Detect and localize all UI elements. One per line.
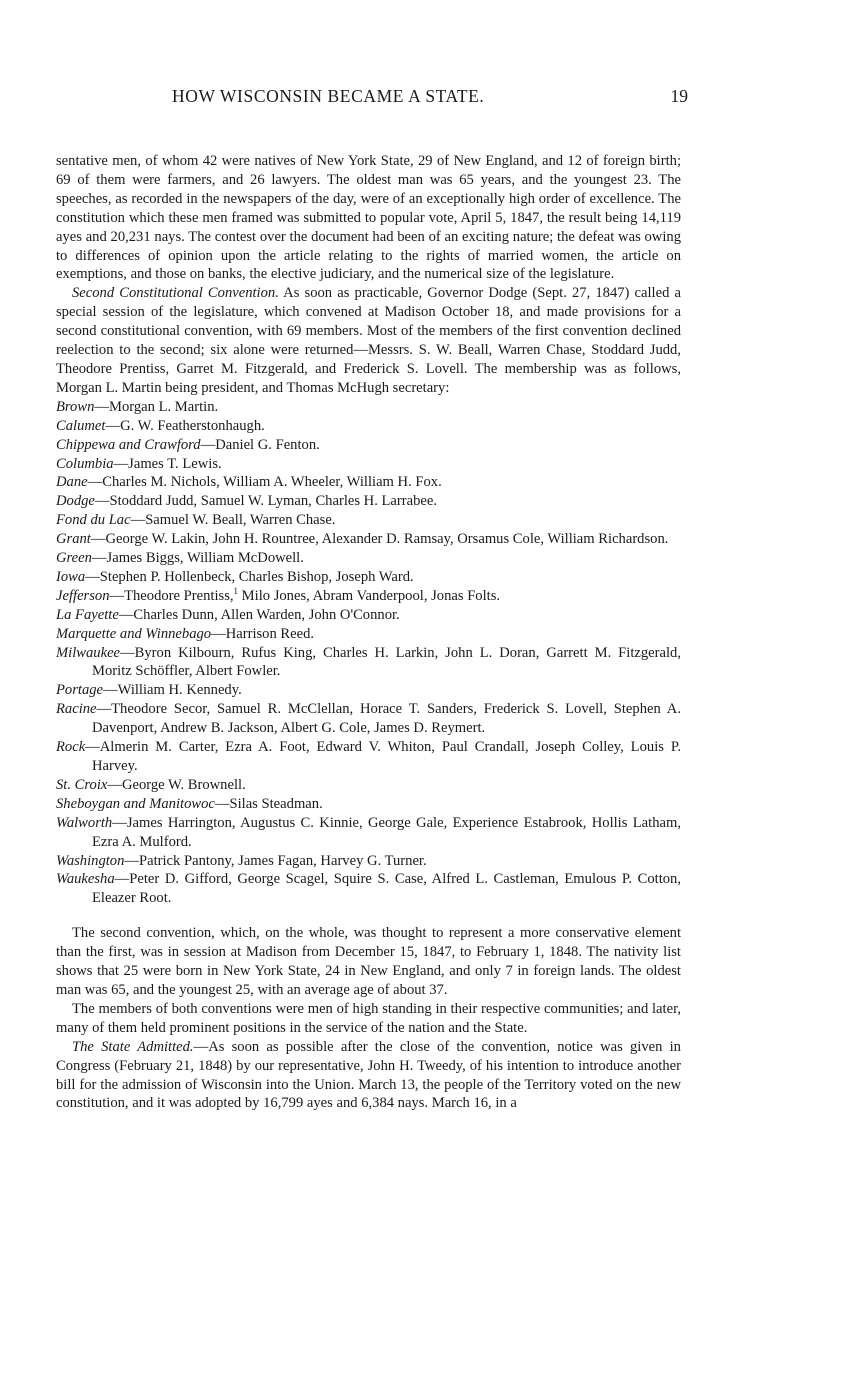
county-delegates: —Harrison Reed. [211, 625, 315, 642]
body-text [56, 152, 681, 1113]
county-delegates: —William H. Kennedy. [103, 682, 242, 699]
county-delegates-continued: Milo Jones, Abram Vanderpool, Jonas Folts. [238, 587, 501, 604]
county-name: Green [56, 550, 92, 567]
delegate-entry [56, 700, 681, 738]
paragraph-members-standing: The members of both conventions were men of high standing in their respective communities; and later, many of them held prominent positions in the service of the nation and the State. [56, 1000, 681, 1036]
county-name: Waukesha [56, 871, 115, 888]
county-name: Milwaukee [56, 644, 121, 661]
county-delegates: —Samuel W. Beall, Warren Chase. [130, 512, 336, 529]
paragraph-second-convention [56, 284, 681, 397]
county-delegates: —Silas Steadman. [214, 795, 323, 812]
county-delegates: —James T. Lewis. [113, 455, 222, 472]
delegate-list [56, 398, 681, 908]
county-name: Brown [56, 398, 95, 415]
page-number: 19 [670, 86, 688, 106]
paragraph-second-convention-text: As soon as practicable, Governor Dodge (Sept. 27, 1847) called a special session of the legislature, which convened at Madison October 18, and made provisions for a second constitutional convention, with 69 members. Most of the members of the first convention declined reelection to the second; six alone were returned—Messrs. S. W. Beall, Warren Chase, Stoddard Judd, Theodore Prentiss, Garret M. Fitzgerald, and Frederick S. Lovell. The membership was as follows, Morgan L. Martin being president, and Thomas McHugh secretary: [56, 285, 681, 396]
delegate-entry [56, 795, 681, 814]
county-delegates: —Theodore Secor, Samuel R. McClellan, Horace T. Sanders, Frederick S. Lovell, Stephen A. Davenport, Andrew B. Jackson, Albert G. Cole, James D. Reymert. [92, 701, 681, 737]
delegate-entry [56, 738, 681, 776]
delegate-entry [56, 681, 681, 700]
county-delegates: —George W. Lakin, John H. Rountree, Alexander D. Ramsay, Orsamus Cole, William Richardson. [90, 531, 669, 548]
county-name: Racine [56, 701, 97, 718]
county-delegates: —Byron Kilbourn, Rufus King, Charles H. Larkin, John L. Doran, Garrett M. Fitzgerald, Moritz Schöffler, Albert Fowler. [92, 644, 681, 680]
delegate-entry [56, 776, 681, 795]
paragraph-second-convention-session: The second convention, which, on the whole, was thought to represent a more conservative element than the first, was in session at Madison from December 15, 1847, to February 1, 1848. The nativity list shows that 25 were born in New York State, 24 in New England, and only 7 in foreign lands. The oldest man was 65, and the youngest 25, with an average age of about 37. [56, 925, 681, 998]
delegate-entry [56, 436, 681, 455]
county-name: Rock [56, 739, 86, 756]
county-delegates: —Charles M. Nichols, William A. Wheeler, William H. Fox. [87, 474, 442, 491]
delegate-entry [56, 492, 681, 511]
county-name: Washington [56, 852, 125, 869]
county-delegates: —Charles Dunn, Allen Warden, John O'Connor. [118, 606, 400, 623]
paragraph-convention-summary: sentative men, of whom 42 were natives of New York State, 29 of New England, and 12 of foreign birth; 69 of them were farmers, and 26 lawyers. The oldest man was 65 years, and the youngest 23. The speeches, as recorded in the newspapers of the day, were of an exceptionally high order of excellence. The constitution which these men framed was submitted to popular vote, April 5, 1847, the result being 14,119 ayes and 20,231 nays. The contest over the document had been of an exciting nature; the defeat was owing to differences of opinion upon the article relating to the rights of married women, the article on exemptions, and those on banks, the elective judiciary, and the numerical size of the legislature. [56, 153, 681, 283]
county-name: Sheboygan and Manitowoc [56, 795, 215, 812]
county-name: Fond du Lac [56, 512, 131, 529]
delegate-entry [56, 644, 681, 682]
county-name: Calumet [56, 417, 106, 434]
run-in-heading-state-admitted: The State Admitted. [72, 1038, 194, 1055]
delegate-entry [56, 530, 681, 549]
delegate-entry [56, 587, 681, 606]
county-name: Dane [56, 474, 88, 491]
delegate-entry [56, 870, 681, 908]
county-name: Jefferson [56, 587, 110, 604]
county-delegates: —James Biggs, William McDowell. [91, 550, 304, 567]
section-gap [56, 908, 681, 924]
delegate-entry [56, 852, 681, 871]
paragraph-state-admitted [56, 1038, 681, 1114]
county-delegates: —G. W. Featherstonhaugh. [105, 417, 265, 434]
county-name: St. Croix [56, 776, 108, 793]
county-name: Columbia [56, 455, 114, 472]
county-delegates: —Almerin M. Carter, Ezra A. Foot, Edward V. Whiton, Paul Crandall, Joseph Colley, Louis P. Harvey. [85, 739, 681, 774]
county-name: Marquette and Winnebago [56, 625, 212, 642]
delegate-entry [56, 417, 681, 436]
county-delegates: —Patrick Pantony, James Fagan, Harvey G. Turner. [124, 852, 427, 869]
delegate-entry [56, 511, 681, 530]
run-in-heading-second-convention: Second Constitutional Convention. [72, 285, 279, 302]
running-head [60, 86, 692, 110]
county-delegates: —Daniel G. Fenton. [200, 436, 320, 453]
county-name: Dodge [56, 493, 95, 510]
delegate-entry [56, 568, 681, 587]
delegate-entry [56, 473, 681, 492]
county-delegates: —Stephen P. Hollenbeck, Charles Bishop, Joseph Ward. [85, 568, 414, 585]
delegate-entry [56, 549, 681, 568]
delegate-entry [56, 455, 681, 474]
paragraph-state-admitted-text: —As soon as possible after the close of the convention, notice was given in Congress (February 21, 1848) by our representative, John H. Tweedy, of his intention to introduce another bill for the admission of Wisconsin into the Union. March 13, the people of the Territory voted on the new constitution, and it was adopted by 16,799 ayes and 6,384 nays. March 16, in a [56, 1038, 681, 1112]
delegate-entry [56, 398, 681, 417]
county-name: Walworth [56, 814, 113, 831]
running-title: HOW WISCONSIN BECAME A STATE. [172, 86, 485, 106]
county-delegates: —Peter D. Gifford, George Scagel, Squire S. Case, Alfred L. Castleman, Emulous P. Cotton, Eleazer Root. [92, 871, 681, 907]
county-name: La Fayette [56, 606, 119, 623]
footnote-marker: 1 [233, 585, 239, 596]
county-delegates: —Morgan L. Martin. [94, 398, 219, 415]
county-name: Iowa [56, 568, 86, 585]
county-delegates: —George W. Brownell. [107, 776, 246, 793]
county-name: Grant [56, 531, 91, 548]
county-delegates: —James Harrington, Augustus C. Kinnie, George Gale, Experience Estabrook, Hollis Latham, Ezra A. Mulford. [92, 814, 681, 850]
county-delegates: —Stoddard Judd, Samuel W. Lyman, Charles H. Larrabee. [94, 493, 437, 510]
delegate-entry [56, 814, 681, 852]
county-name: Chippewa and Crawford [56, 436, 201, 453]
county-delegates: —Theodore Prentiss, [109, 587, 234, 604]
delegate-entry [56, 625, 681, 644]
county-name: Portage [56, 682, 104, 699]
delegate-entry [56, 606, 681, 625]
